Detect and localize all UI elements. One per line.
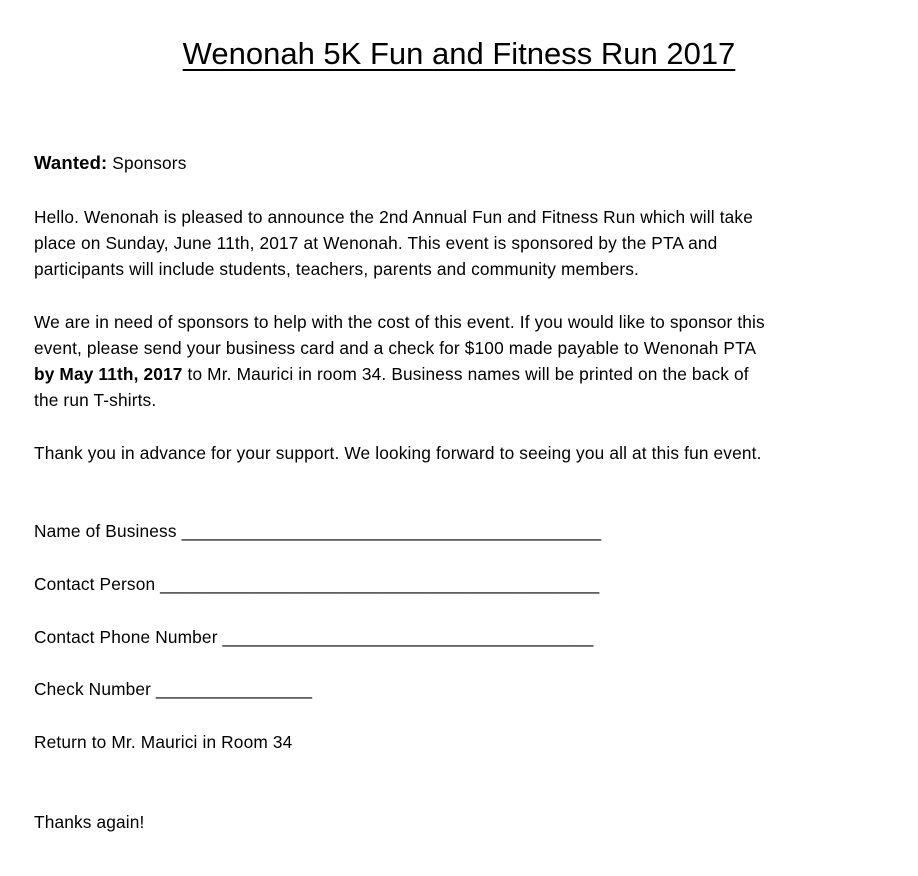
- intro-line: Hello. Wenonah is pleased to announce the 2nd Annual Fun and Fitness Run which will take: [34, 207, 753, 227]
- request-line: the run T-shirts.: [34, 390, 157, 410]
- wanted-label: Wanted:: [34, 152, 108, 173]
- thanks-paragraph: Thank you in advance for your support. We looking forward to seeing you all at this fun event.: [34, 443, 762, 463]
- intro-paragraph: [34, 204, 894, 282]
- intro-line: participants will include students, teachers, parents and community members.: [34, 259, 639, 279]
- title-text: Wenonah 5K Fun and Fitness Run 2017: [182, 36, 736, 71]
- contact-person-field[interactable]: Contact Person _____________________________________________: [34, 574, 600, 594]
- contact-phone-field[interactable]: Contact Phone Number ______________________________________: [34, 627, 594, 647]
- deadline-text: by May 11th, 2017: [34, 364, 183, 384]
- wanted-value: Sponsors: [112, 153, 187, 173]
- return-note: Return to Mr. Maurici in Room 34: [34, 732, 293, 752]
- business-name-field[interactable]: Name of Business ___________________________________________: [34, 521, 602, 541]
- request-paragraph: [34, 309, 894, 413]
- document-title: [0, 34, 918, 74]
- request-line: [34, 361, 894, 387]
- request-line: event, please send your business card and a check for $100 made payable to Wenonah PTA: [34, 338, 757, 358]
- intro-line: place on Sunday, June 11th, 2017 at Wenonah. This event is sponsored by the PTA and: [34, 233, 718, 253]
- wanted-line: [34, 150, 187, 176]
- request-line: We are in need of sponsors to help with the cost of this event. If you would like to sponsor this: [34, 312, 765, 332]
- closing-text: Thanks again!: [34, 812, 145, 832]
- check-number-field[interactable]: Check Number ________________: [34, 679, 313, 699]
- request-line-rest: to Mr. Maurici in room 34. Business names will be printed on the back of: [182, 364, 749, 384]
